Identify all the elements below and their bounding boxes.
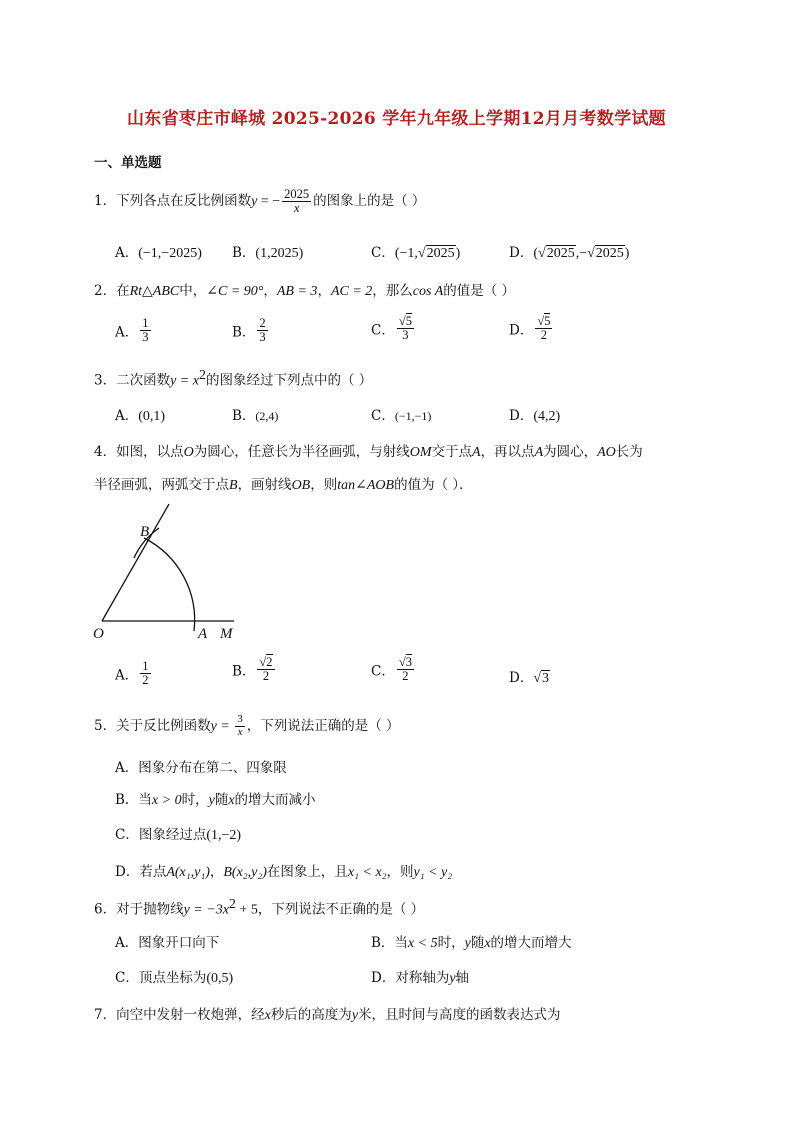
q1-fraction: $\frac{2025}{x}$ <box>284 187 310 216</box>
fig-label-b: B <box>140 524 150 540</box>
page-title: 山东省枣庄市峄城 2025-2026 学年九年级上学期12月月考数学试题 <box>127 109 666 129</box>
q5-option-a[interactable]: A．图象分布在第二、四象限 <box>115 760 287 776</box>
q6-option-b[interactable]: B．当x < 5时，y随x的增大而增大 <box>371 935 572 951</box>
q4-option-b[interactable]: B． $\frac{√2}{2}$ <box>232 655 273 684</box>
q6-option-c[interactable]: C．顶点坐标为(0,5) <box>115 970 234 986</box>
fig-label-a: A <box>198 626 208 642</box>
q1-option-c[interactable]: C．(−1,√2025) <box>371 245 461 261</box>
fig-label-m: M <box>220 626 233 642</box>
fig-label-o: O <box>93 626 104 642</box>
q1-option-b[interactable]: B．(1,2025) <box>232 245 304 261</box>
question-1-stem <box>94 188 425 215</box>
question-5-stem: 5．关于反比例函数y = $\frac{3}{x}$ ，下列说法正确的是（ ） <box>94 713 400 738</box>
question-4-stem-line-2: 半径画弧，两弧交于点B，画射线OB，则tan∠AOB的值为（ ）． <box>94 477 473 493</box>
ray-ob <box>102 504 169 621</box>
q1-text-post: 的图象上的是（ ） <box>313 193 426 210</box>
q2-option-d[interactable]: D． $\frac{√5}{2}$ <box>509 314 551 343</box>
q5-option-b[interactable]: B．当x > 0时，y随x的增大而减小 <box>115 792 316 808</box>
sqrt-sign: √2025 <box>587 246 624 261</box>
q2-option-c[interactable]: C． $\frac{√5}{3}$ <box>371 314 412 343</box>
question-4-stem-line-1: 4．如图，以点O为圆心，任意长为半径画弧，与射线OM交于点A，再以点A为圆心，AO长为 <box>94 444 643 460</box>
q2-option-a[interactable]: A． $\frac{1}{3}$ <box>115 316 149 345</box>
sqrt-sign: √2025 <box>538 246 575 261</box>
q3-option-d[interactable]: D．(4,2) <box>509 408 561 424</box>
question-3-stem: 3．二次函数$y = x^2$的图象经过下列点中的（ ） <box>94 368 373 389</box>
q5-option-d[interactable]: D．若点A(x₁,y₁)，B(x₂,y₂)在图象上，且x₁ < x₂，则y₁ < y₂ <box>115 864 453 880</box>
q1-option-d[interactable]: D．(√2025,−√2025) <box>509 245 630 261</box>
q1-fn-eq: = − <box>257 194 281 210</box>
q3-option-c[interactable]: C．(−1,−1) <box>371 408 432 424</box>
q4-option-a[interactable]: A． $\frac{1}{2}$ <box>115 659 149 688</box>
section-heading: 一、单选题 <box>94 155 162 171</box>
q4-option-c[interactable]: C． $\frac{√3}{2}$ <box>371 655 412 684</box>
q1-fn-y: y <box>251 194 258 210</box>
question-7-stem: 7．向空中发射一枚炮弹，经x秒后的高度为y米，且时间与高度的函数表达式为 <box>94 1007 561 1023</box>
q1-option-a[interactable]: A．(−1,−2025) <box>115 245 202 261</box>
sqrt-sign: √2025 <box>417 246 455 261</box>
q3-option-a[interactable]: A．(0,1) <box>115 408 166 424</box>
q4-geometry-figure <box>88 498 248 648</box>
question-2-stem: 2．在Rt△ABC中，∠C = 90°，AB = 3，AC = 2，那么cos A的值是（ ） <box>94 283 516 299</box>
q3-option-b[interactable]: B．(2,4) <box>232 408 279 424</box>
arc-centered-o <box>144 538 195 631</box>
q6-option-d[interactable]: D．对称轴为y轴 <box>371 970 470 986</box>
q1-text-pre: 1．下列各点在反比例函数 <box>94 193 252 210</box>
q5-option-c[interactable]: C．图象经过点(1,−2) <box>115 827 242 843</box>
q6-option-a[interactable]: A．图象开口向下 <box>115 935 220 951</box>
q2-option-b[interactable]: B． $\frac{2}{3}$ <box>232 316 266 345</box>
question-6-stem: 6．对于抛物线$y = -3x^2 + 5$，下列说法不正确的是（ ） <box>94 897 425 918</box>
q4-option-d[interactable]: D．√3 <box>509 670 550 686</box>
